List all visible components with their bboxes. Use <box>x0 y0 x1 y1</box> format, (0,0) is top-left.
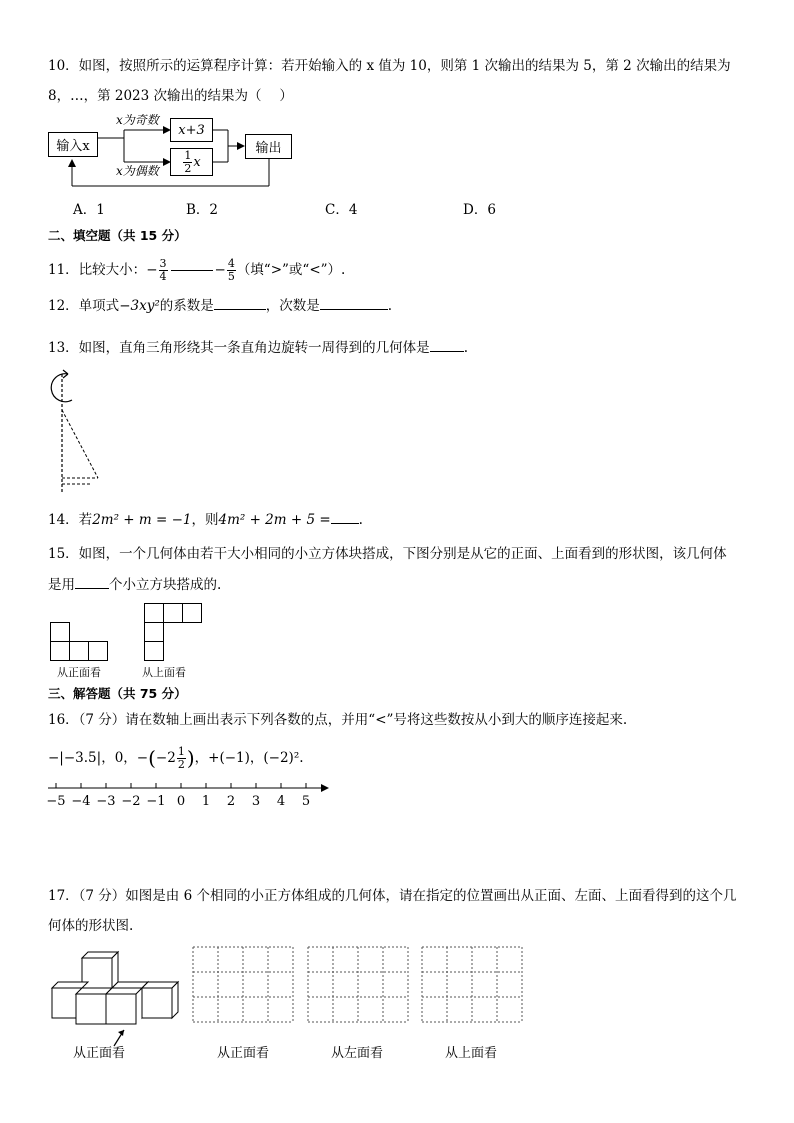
front-cell <box>88 641 108 661</box>
q14-answer-blank[interactable] <box>331 523 359 524</box>
section-2-title: 二、填空题（共 15 分） <box>48 228 187 243</box>
q16-text: 16．（7 分）请在数轴上画出表示下列各数的点，并用“<”号将这些数按从小到大的顺序连接起来. <box>48 712 628 728</box>
q12-expr: −3xy² <box>119 298 160 314</box>
q16-n4: +(−1) <box>208 749 250 766</box>
q17-caption-left: 从左面看 <box>331 1046 384 1061</box>
q17-caption-front: 从正面看 <box>217 1046 270 1061</box>
q11 <box>48 252 345 288</box>
q17-caption-top: 从上面看 <box>445 1046 498 1061</box>
flow-odd-op-box <box>170 118 213 142</box>
q16-n3-whole: −2 <box>155 749 176 766</box>
flow-input-box <box>48 132 98 157</box>
q16-n3-num: 1 <box>177 744 185 758</box>
front-cell <box>50 622 70 642</box>
q16-n3-pre: − <box>136 749 149 766</box>
number-line-tick-label: −4 <box>71 794 91 809</box>
q13-end: . <box>463 340 468 356</box>
flow-odd-label: x为奇数 <box>116 113 159 127</box>
top-cell <box>144 603 164 623</box>
q12-end: . <box>387 298 393 314</box>
q15-top-caption: 从上面看 <box>142 666 186 679</box>
q15-line2b: 个小立方块搭成的. <box>109 577 222 593</box>
q16-n3-den: 2 <box>177 757 185 771</box>
q17-caption-figure: 从正面看 <box>73 1046 126 1061</box>
q16-sep: ， <box>123 749 137 766</box>
q11-a-den: 4 <box>159 269 167 283</box>
q11-suffix: （填“>”或“<”）. <box>236 261 346 278</box>
q16-end: . <box>299 749 304 766</box>
q16-number-line <box>44 782 344 822</box>
q14-condition: 2m² + m = −1 <box>92 512 192 528</box>
q16-sep: ， <box>101 749 115 766</box>
q11-neg-b: − <box>214 261 226 278</box>
q15-line2 <box>48 577 221 593</box>
flow-even-num: 1 <box>184 148 192 162</box>
q10-option-a: A．1 <box>73 202 105 218</box>
q11-neg-a: − <box>146 261 158 278</box>
q16-n5: (−2)² <box>263 749 300 766</box>
q13-text: 13．如图，直角三角形绕其一条直角边旋转一周得到的几何体是 <box>48 340 430 356</box>
q11-prefix: 11．比较大小： <box>48 261 147 278</box>
q16-n2: 0 <box>114 749 124 766</box>
top-cell <box>163 603 183 623</box>
number-line-tick-label: −3 <box>96 794 116 809</box>
q14-end: . <box>358 512 363 528</box>
q17-cube-figure <box>46 946 196 1046</box>
section-3-title: 三、解答题（共 75 分） <box>48 686 187 701</box>
q16-n1: −|−3.5| <box>48 749 102 766</box>
q10-option-b: B．2 <box>186 202 219 218</box>
q14-mid: ，则 <box>191 512 219 528</box>
number-line-tick-label: −5 <box>46 794 66 809</box>
flow-even-label: x为偶数 <box>116 164 159 178</box>
q12-prefix: 12．单项式 <box>48 298 120 314</box>
q17-line1: 17．（7 分）如图是由 6 个相同的小正方体组成的几何体，请在指定的位置画出从正面、左面、上面看得到的这个几 <box>48 888 737 904</box>
front-cell <box>69 641 89 661</box>
number-line-tick-label: 5 <box>301 794 311 809</box>
q14-expr: 4m² + 2m + 5 = <box>218 512 331 528</box>
flow-even-den: 2 <box>184 161 192 175</box>
flow-input-label: 输入x <box>56 139 90 154</box>
q16-sep: ， <box>249 749 264 766</box>
q16-numbers: −|−3.5| ， 0 ， − ( −2 $\frac{1}{2}$ ) ， +(−1) ， (−2)² . <box>48 744 304 771</box>
q15-line2a: 是用 <box>48 577 75 593</box>
q16-sep: ， <box>194 749 209 766</box>
q15-front-caption: 从正面看 <box>57 666 101 679</box>
number-line-tick-label: 0 <box>176 794 186 809</box>
q14-prefix: 14．若 <box>48 512 93 528</box>
q12-mid: 的系数是 <box>159 298 214 314</box>
answer-grid[interactable] <box>193 947 293 1022</box>
q17-line2: 何体的形状图. <box>48 918 134 934</box>
q12-mid2: ，次数是 <box>265 298 320 314</box>
q11-b-den: 5 <box>227 269 235 283</box>
number-line-tick-label: 3 <box>251 794 261 809</box>
top-cell <box>144 622 164 642</box>
flow-output-label: 输出 <box>255 141 282 156</box>
q13 <box>48 340 468 356</box>
answer-grid[interactable] <box>308 947 408 1022</box>
number-line-tick-label: 1 <box>201 794 211 809</box>
q12-degree-blank[interactable] <box>320 309 388 310</box>
q13-rotation-figure <box>40 364 160 504</box>
q12 <box>48 298 392 314</box>
flow-even-var: x <box>193 154 201 170</box>
q10-line2: 8，…，第 2023 次输出的结果为（ ） <box>48 88 293 104</box>
top-cell <box>182 603 202 623</box>
q11-answer-blank[interactable] <box>171 270 213 271</box>
top-cell <box>144 641 164 661</box>
number-line-tick-label: −1 <box>146 794 166 809</box>
q11-a-num: 3 <box>159 256 167 270</box>
number-line-tick-label: 2 <box>226 794 236 809</box>
number-line-tick-label: −2 <box>121 794 141 809</box>
front-cell <box>50 641 70 661</box>
flow-odd-op: x+3 <box>178 122 205 138</box>
q10-line1: 10．如图，按照所示的运算程序计算：若开始输入的 x 值为 10，则第 1 次输出的结果为 5，第 2 次输出的结果为 <box>48 58 731 74</box>
number-line-tick-label: 4 <box>276 794 286 809</box>
flow-output-box <box>245 134 292 159</box>
q15-answer-blank[interactable] <box>75 588 109 589</box>
q10-option-c: C．4 <box>325 202 358 218</box>
q11-b-num: 4 <box>227 256 235 270</box>
q17-answer-grids <box>193 945 533 1025</box>
q13-answer-blank[interactable] <box>430 351 464 352</box>
q15-line1: 15．如图，一个几何体由若干大小相同的小立方体块搭成，下图分别是从它的正面、上面看到的形状图，该几何体 <box>48 546 727 562</box>
q14 <box>48 512 363 528</box>
answer-grid[interactable] <box>422 947 522 1022</box>
q12-coefficient-blank[interactable] <box>214 309 266 310</box>
flow-even-op-box <box>170 148 213 176</box>
q10-option-d: D．6 <box>463 202 496 218</box>
